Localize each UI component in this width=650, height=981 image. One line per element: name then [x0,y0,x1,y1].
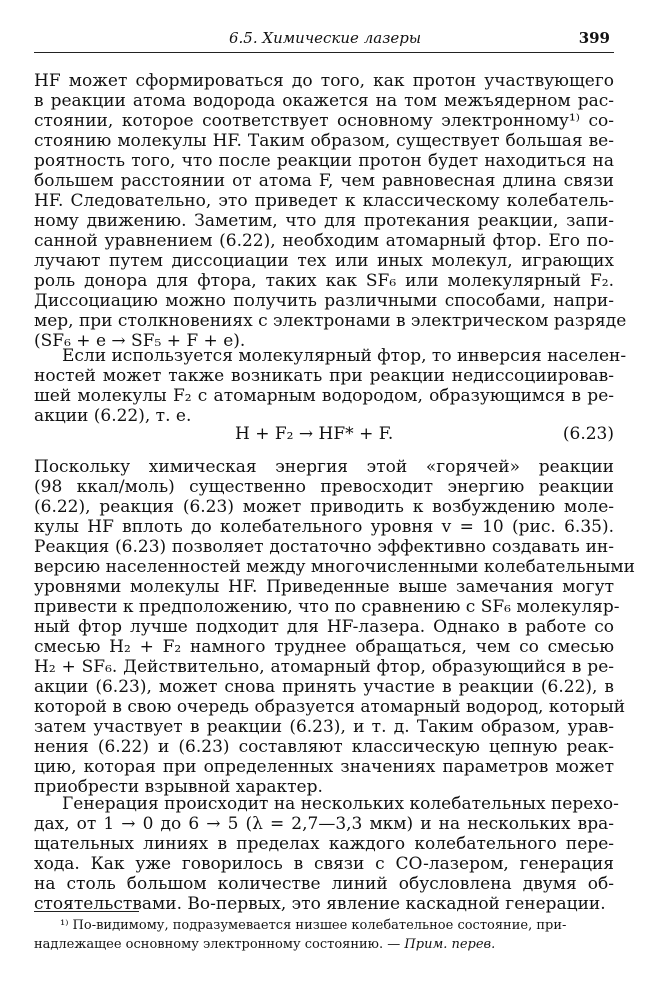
text-line: HF может сформироваться до того, как протон участвующего [34,71,614,91]
equation-number: (6.23) [562,424,614,444]
text-line: мер, при столкновениях с электронами в электрическом разряде [34,311,627,331]
text-line: роль донора для фтора, таких как SF₆ или молекулярный F₂. [34,271,614,291]
text-line: (98 ккал/моль) существенно превосходит энергию реакции [34,477,614,497]
paragraph-first-line: Если используется молекулярный фтор, то инверсия населен- [62,346,627,366]
paragraph-first-line: Генерация происходит на нескольких колебательных перехо- [62,794,619,814]
running-head: 6.5. Химические лазеры [229,29,422,47]
text-line: затем участвует в реакции (6.23), и т. д. Таким образом, урав- [34,717,614,737]
text-line: стоянию молекулы HF. Таким образом, существует большая ве- [34,131,614,151]
text-line: (6.22), реакция (6.23) может приводить к возбуждению моле- [34,497,614,517]
text-line: акции (6.22), т. е. [34,406,192,426]
text-line: H₂ + SF₆. Действительно, атомарный фтор, образующийся в ре- [34,657,614,677]
text-line: нения (6.22) и (6.23) составляют классическую цепную реак- [34,737,614,757]
text-line: дах, от 1 → 0 до 6 → 5 (λ = 2,7—3,3 мкм) и на нескольких вра- [34,814,614,834]
text-line: кулы HF вплоть до колебательного уровня v = 10 (рис. 6.35). [34,517,614,537]
text-line: Диссоциацию можно получить различными способами, напри- [34,291,614,311]
text-line: ному движению. Заметим, что для протекания реакции, запи- [34,211,614,231]
text-line: ный фтор лучше подходит для HF-лазера. Однако в работе со [34,617,614,637]
footnote-text-continued: надлежащее основному электронному состоянию. — [34,937,401,952]
text-line: хода. Как уже говорилось в связи с CO-лазером, генерация [34,854,614,874]
equation-body: H + F₂ → HF* + F. [235,424,394,444]
text-line: приобрести взрывной характер. [34,777,323,797]
text-line: санной уравнением (6.22), необходим атомарный фтор. Его по- [34,231,614,251]
text-line: смесью H₂ + F₂ намного труднее обращаться, чем со смесью [34,637,614,657]
text-line: лучают путем диссоциации тех или иных молекул, играющих [34,251,614,271]
footnote-rule [34,911,139,912]
page-number: 399 [578,29,610,47]
footnote-marker: ¹⁾ [60,918,69,933]
text-line: HF. Следовательно, это приведет к классическому колебатель- [34,191,614,211]
page-header [34,26,614,53]
text-line: Реакция (6.23) позволяет достаточно эффективно создавать ин- [34,537,614,557]
text-line: версию населенностей между многочисленными колебательными [34,557,635,577]
equation-6-23 [34,424,614,444]
text-line: стоятельствами. Во-первых, это явление каскадной генерации. [34,894,606,914]
footnote-line-1 [60,917,614,935]
text-line: (SF₆ + e → SF₅ + F + e). [34,331,246,351]
footnote-line-2 [34,936,614,954]
text-line: в реакции атома водорода окажется на том межъядерном рас- [34,91,614,111]
footnote-text: По-видимому, подразумевается низшее колебательное состояние, при- [72,918,567,933]
text-line: цию, которая при определенных значениях параметров может [34,757,614,777]
text-line: щательных линиях в пределах каждого колебательного пере- [34,834,614,854]
text-line: ностей может также возникать при реакции недиссоциировав- [34,366,614,386]
translator-note: Прим. перев. [404,937,496,952]
text-line: Поскольку химическая энергия этой «горячей» реакции [34,457,614,477]
text-line: уровнями молекулы HF. Приведенные выше замечания могут [34,577,614,597]
text-line: стоянии, которое соответствует основному электронному¹⁾ со- [34,111,614,131]
text-line: шей молекулы F₂ с атомарным водородом, образующимся в ре- [34,386,614,406]
text-line: которой в свою очередь образуется атомарный водород, который [34,697,626,717]
text-line: привести к предположению, что по сравнению с SF₆ молекуляр- [34,597,620,617]
text-line: роятность того, что после реакции протон будет находиться на [34,151,614,171]
text-line: акции (6.23), может снова принять участие в реакции (6.22), в [34,677,614,697]
text-line: на столь большом количестве линий обусловлена двумя об- [34,874,614,894]
text-line: большем расстоянии от атома F, чем равновесная длина связи [34,171,614,191]
